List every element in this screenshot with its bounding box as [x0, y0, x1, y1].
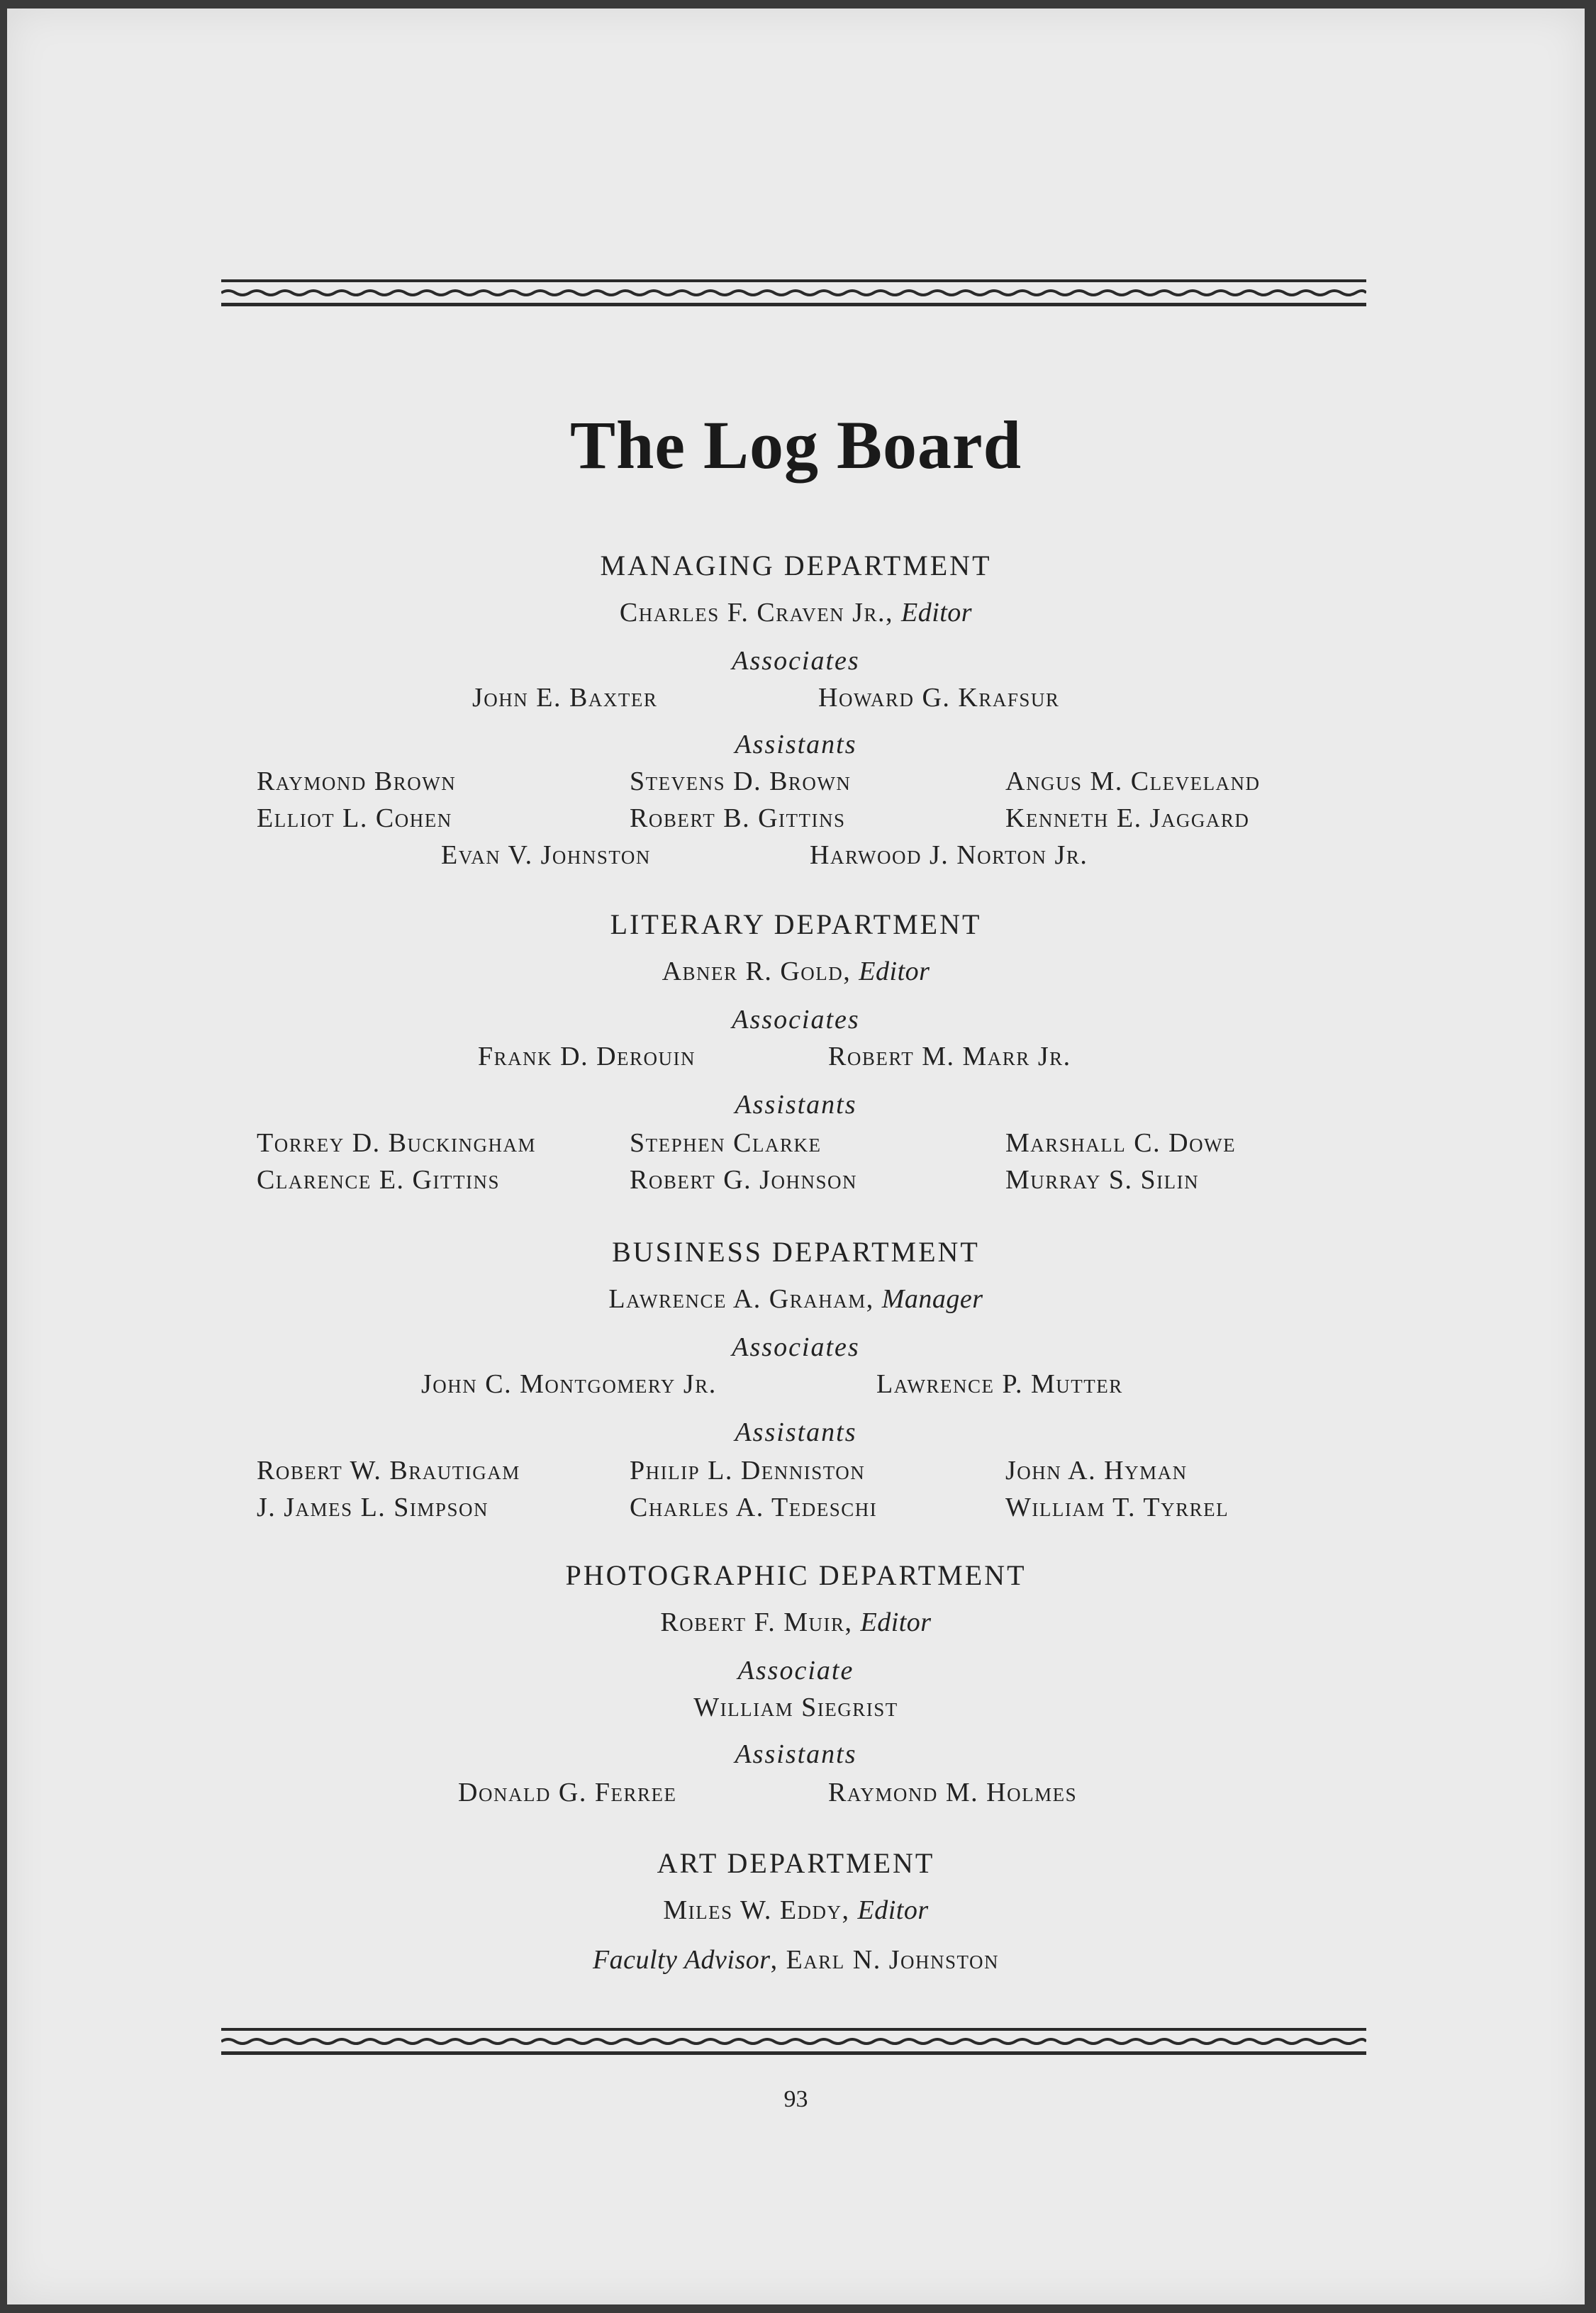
literary-associates-label: Associates — [732, 1005, 860, 1035]
literary-heading: LITERARY DEPARTMENT — [610, 908, 982, 940]
managing-assistant: Kenneth E. Jaggard — [1005, 803, 1250, 833]
business-associate: John C. Montgomery Jr. — [421, 1369, 717, 1399]
literary-assistant: Clarence E. Gittins — [257, 1165, 500, 1195]
literary-associate: Robert M. Marr Jr. — [828, 1042, 1071, 1071]
managing-assistant: Stevens D. Brown — [630, 767, 852, 796]
literary-editor: Abner R. Gold, Editor — [662, 957, 930, 986]
faculty-advisor-name: Earl N. Johnston — [786, 1945, 1000, 1975]
literary-assistants-label: Assistants — [735, 1090, 857, 1120]
business-manager-role: Manager — [881, 1284, 983, 1314]
managing-assistant: Robert B. Gittins — [630, 803, 846, 833]
page — [7, 9, 1585, 2304]
managing-assistant: Angus M. Cleveland — [1005, 767, 1261, 796]
managing-associates-label: Associates — [732, 646, 860, 676]
managing-assistants-label: Assistants — [735, 730, 857, 759]
page-title: The Log Board — [569, 407, 1022, 483]
photographic-assistant: Raymond M. Holmes — [828, 1778, 1078, 1807]
business-assistant: J. James L. Simpson — [257, 1493, 489, 1522]
literary-assistant: Marshall C. Dowe — [1005, 1128, 1237, 1158]
art-editor-role: Editor — [857, 1895, 929, 1925]
art-editor: Miles W. Eddy, Editor — [663, 1895, 929, 1925]
business-assistant: John A. Hyman — [1005, 1456, 1188, 1486]
faculty-advisor-label: Faculty Advisor — [592, 1945, 771, 1975]
bottom-border — [221, 2028, 1366, 2055]
managing-editor-role: Editor — [900, 598, 973, 628]
business-assistant: Robert W. Brautigam — [257, 1456, 520, 1486]
photographic-editor: Robert F. Muir, Editor — [660, 1607, 932, 1637]
literary-editor-name: Abner R. Gold — [662, 957, 844, 986]
photographic-associate: William Siegrist — [693, 1693, 898, 1722]
managing-editor-name: Charles F. Craven Jr. — [619, 598, 886, 628]
business-associate: Lawrence P. Mutter — [876, 1369, 1123, 1399]
business-manager-name: Lawrence A. Graham — [608, 1284, 866, 1314]
literary-assistant: Stephen Clarke — [630, 1128, 822, 1158]
art-editor-name: Miles W. Eddy — [663, 1895, 842, 1925]
business-associates-label: Associates — [732, 1332, 860, 1362]
managing-heading: MANAGING DEPARTMENT — [600, 550, 992, 581]
business-heading: BUSINESS DEPARTMENT — [612, 1236, 980, 1268]
managing-assistant: Evan V. Johnston — [441, 840, 651, 870]
top-border — [221, 279, 1366, 306]
business-assistant: Charles A. Tedeschi — [630, 1493, 878, 1522]
literary-assistant: Robert G. Johnson — [630, 1165, 857, 1195]
literary-editor-role: Editor — [859, 957, 930, 986]
managing-associate: John E. Baxter — [472, 683, 658, 713]
literary-assistant: Murray S. Silin — [1005, 1165, 1200, 1195]
literary-associate: Frank D. Derouin — [478, 1042, 696, 1071]
photographic-assistant: Donald G. Ferree — [458, 1778, 677, 1807]
managing-assistant: Elliot L. Cohen — [257, 803, 452, 833]
managing-associate: Howard G. Krafsur — [818, 683, 1060, 713]
managing-assistant: Raymond Brown — [257, 767, 457, 796]
faculty-advisor: Faculty Advisor, Earl N. Johnston — [592, 1945, 1000, 1975]
business-assistants-label: Assistants — [735, 1417, 857, 1447]
business-assistant: William T. Tyrrel — [1005, 1493, 1229, 1522]
business-manager: Lawrence A. Graham, Manager — [608, 1284, 983, 1314]
literary-assistant: Torrey D. Buckingham — [257, 1128, 537, 1158]
photographic-editor-role: Editor — [860, 1607, 932, 1637]
photographic-assistants-label: Assistants — [735, 1739, 857, 1769]
art-heading: ART DEPARTMENT — [657, 1847, 935, 1879]
page-number: 93 — [783, 2086, 808, 2112]
photographic-heading: PHOTOGRAPHIC DEPARTMENT — [565, 1559, 1027, 1591]
photographic-associate-label: Associate — [737, 1656, 854, 1685]
managing-editor: Charles F. Craven Jr., Editor — [619, 598, 973, 628]
photographic-editor-name: Robert F. Muir — [660, 1607, 845, 1637]
business-assistant: Philip L. Denniston — [630, 1456, 866, 1486]
managing-assistant: Harwood J. Norton Jr. — [810, 840, 1088, 870]
